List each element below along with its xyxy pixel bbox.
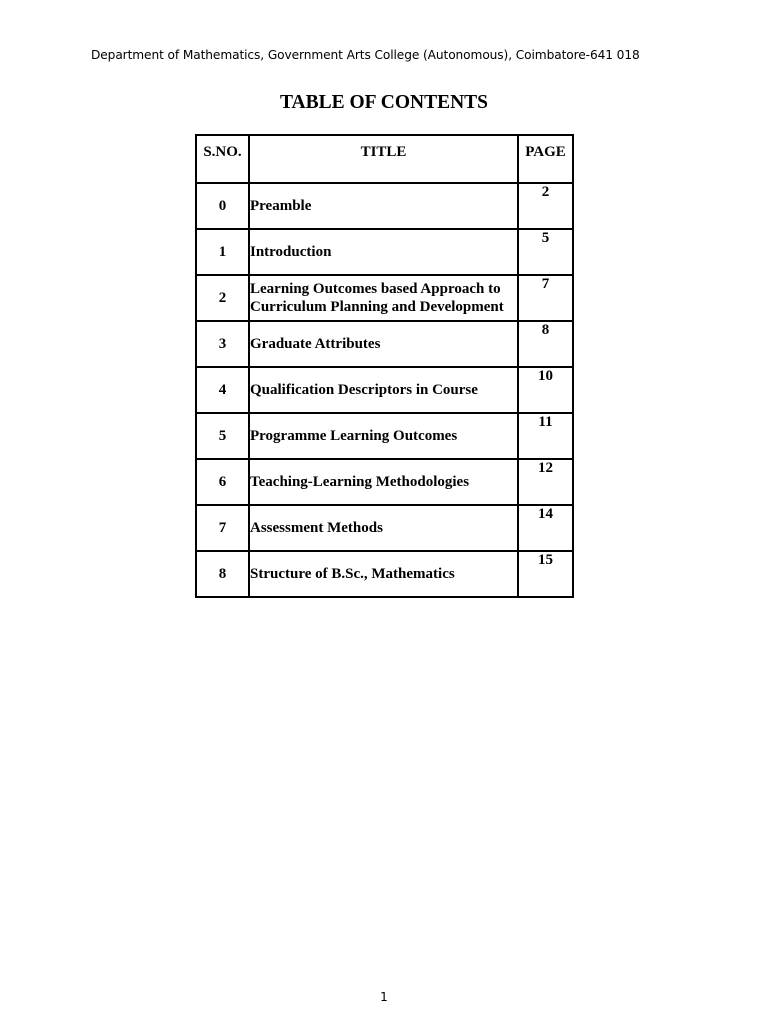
table-row <box>196 275 573 321</box>
row-title: Structure of B.Sc., Mathematics <box>249 551 518 597</box>
row-page: 14 <box>518 505 573 551</box>
row-page: 2 <box>518 183 573 229</box>
table-row <box>196 367 573 413</box>
row-page: 11 <box>518 413 573 459</box>
row-page: 12 <box>518 459 573 505</box>
page-header: Department of Mathematics, Government Arts College (Autonomous), Coimbatore-641 018 <box>91 48 640 62</box>
row-sno: 2 <box>196 275 249 321</box>
table-of-contents <box>195 134 574 598</box>
table-row <box>196 229 573 275</box>
row-page: 5 <box>518 229 573 275</box>
table-row <box>196 505 573 551</box>
column-header-title: TITLE <box>249 135 518 183</box>
row-sno: 3 <box>196 321 249 367</box>
table-row <box>196 459 573 505</box>
row-title: Preamble <box>249 183 518 229</box>
row-sno: 6 <box>196 459 249 505</box>
row-sno: 1 <box>196 229 249 275</box>
row-page: 8 <box>518 321 573 367</box>
row-sno: 0 <box>196 183 249 229</box>
row-title: Programme Learning Outcomes <box>249 413 518 459</box>
row-page: 15 <box>518 551 573 597</box>
row-sno: 7 <box>196 505 249 551</box>
table-header-row <box>196 135 573 183</box>
row-sno: 5 <box>196 413 249 459</box>
row-title: Graduate Attributes <box>249 321 518 367</box>
table-row <box>196 551 573 597</box>
row-title: Learning Outcomes based Approach to Curriculum Planning and Development <box>249 275 518 321</box>
table-row <box>196 321 573 367</box>
row-page: 7 <box>518 275 573 321</box>
document-title: TABLE OF CONTENTS <box>279 92 489 113</box>
row-sno: 8 <box>196 551 249 597</box>
row-title: Teaching-Learning Methodologies <box>249 459 518 505</box>
row-title: Introduction <box>249 229 518 275</box>
row-page: 10 <box>518 367 573 413</box>
table-row <box>196 413 573 459</box>
row-sno: 4 <box>196 367 249 413</box>
row-title: Qualification Descriptors in Course <box>249 367 518 413</box>
column-header-page: PAGE <box>518 135 573 183</box>
page-number: 1 <box>380 990 388 1004</box>
row-title: Assessment Methods <box>249 505 518 551</box>
table-row <box>196 183 573 229</box>
column-header-sno: S.NO. <box>196 135 249 183</box>
